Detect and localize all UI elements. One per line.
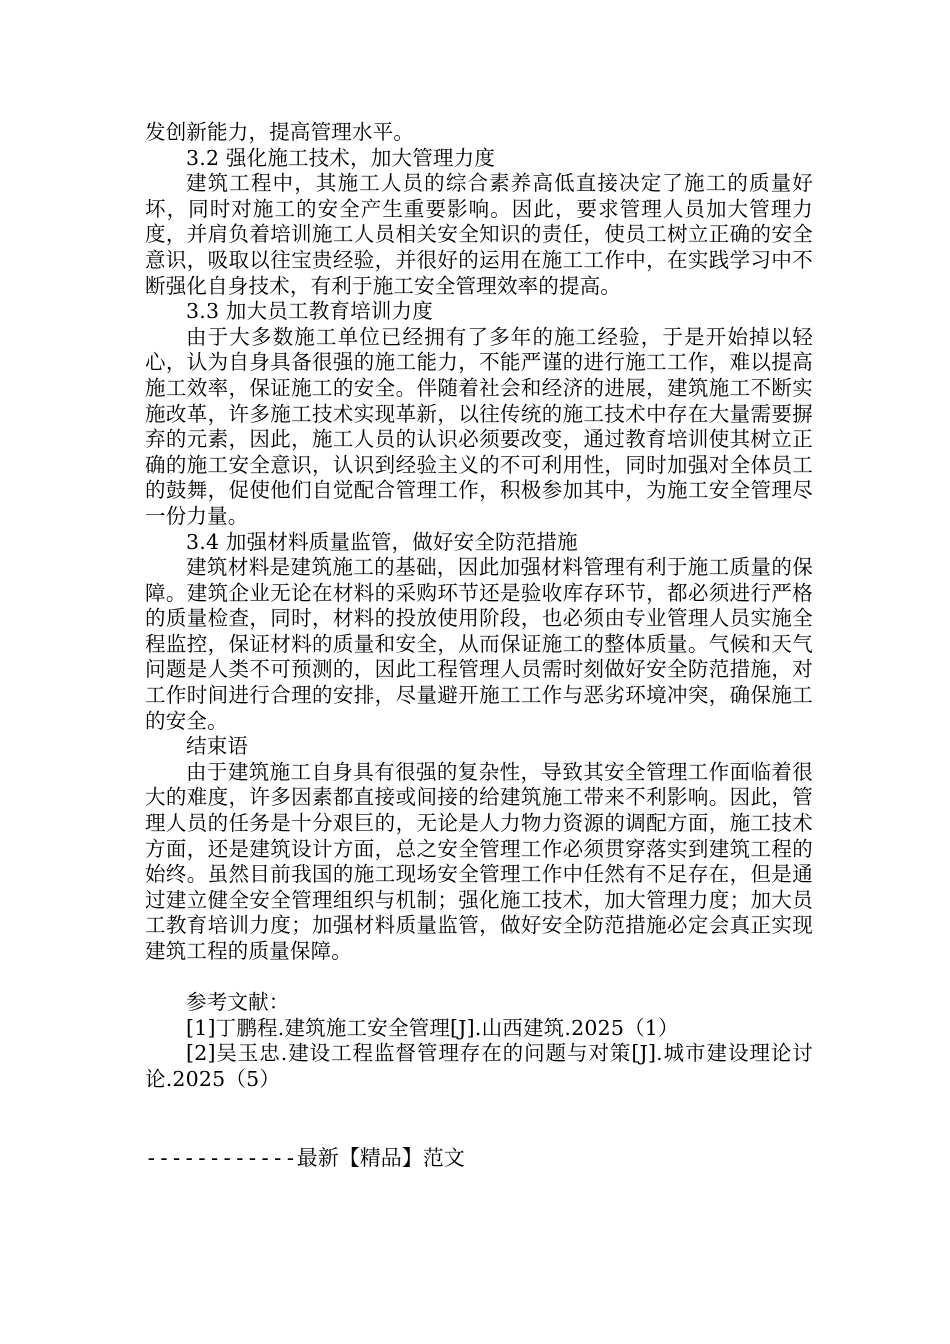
section-heading-3-4: 3.4 加强材料质量监管，做好安全防范措施 [186,529,578,554]
section-body-3-4: 建筑材料是建筑施工的基础，因此加强材料管理有利于施工质量的保障。建筑企业无论在材料的采购环节还是验收库存环节，都必须进行严格的质量检查，同时，材料的投放使用阶段，也必须由专业管理人员实施全程监控，保证材料的质量和安全，从而保证施工的整体质量。气候和天气问题是人类不可预测的，因此工程管理人员需时刻做好安全防范措施，对工作时间进行合理的安排，尽量避开施工工作与恶劣环境冲突，确保施工的安全。 [145,555,813,733]
document-body [145,120,813,1093]
section-body-3-2: 建筑工程中，其施工人员的综合素养高低直接决定了施工的质量好坏，同时对施工的安全产生重要影响。因此，要求管理人员加大管理力度，并肩负着培训施工人员相关安全知识的责任，使员工树立正确的安全意识，吸取以往宝贵经验，并很好的运用在施工工作中，在实践学习中不断强化自身技术，有利于施工安全管理效率的提高。 [145,171,813,298]
footer-banner [145,1145,465,1171]
reference-item-1: [1]丁鹏程.建筑施工安全管理[J].山西建筑.2025（1） [186,1015,679,1040]
section-heading-3-2: 3.2 强化施工技术，加大管理力度 [186,145,496,170]
intro-tail-paragraph: 发创新能力，提高管理水平。 [145,120,415,144]
conclusion-body: 由于建筑施工自身具有很强的复杂性，导致其安全管理工作面临着很大的难度，许多因素都直接或间接的给建筑施工带来不利影响。因此，管理人员的任务是十分艰巨的，无论是人力物力资源的调配方面，施工技术方面，还是建筑设计方面，总之安全管理工作必须贯穿落实到建筑工程的始终。虽然目前我国的施工现场安全管理工作中任然有不足存在，但是通过建立健全安全管理组织与机制；强化施工技术，加大管理力度；加大员工教育培训力度；加强材料质量监管，做好安全防范措施必定会真正实现建筑工程的质量保障。 [145,759,813,963]
section-body-3-3: 由于大多数施工单位已经拥有了多年的施工经验，于是开始掉以轻心，认为自身具备很强的施工能力，不能严谨的进行施工工作，难以提高施工效率，保证施工的安全。伴随着社会和经济的进展，建筑施工不断实施改革，许多施工技术实现革新，以往传统的施工技术中存在大量需要摒弃的元素，因此，施工人员的认识必须要改变，通过教育培训使其树立正确的施工安全意识，认识到经验主义的不可利用性，同时加强对全体员工的鼓舞，促使他们自觉配合管理工作，积极参加其中，为施工安全管理尽一份力量。 [145,324,813,528]
footer-dashes: ------------ [145,1146,297,1170]
section-heading-3-3: 3.3 加大员工教育培训力度 [186,299,433,324]
reference-item-2: [2]吴玉忠.建设工程监督管理存在的问题与对策[J].城市建设理论讨论.2025（5） [145,1041,813,1091]
section-spacer [145,965,813,991]
references-label: 参考文献： [186,990,290,1015]
footer-text: 最新【精品】范文 [296,1146,465,1170]
conclusion-heading: 结束语 [186,734,249,759]
